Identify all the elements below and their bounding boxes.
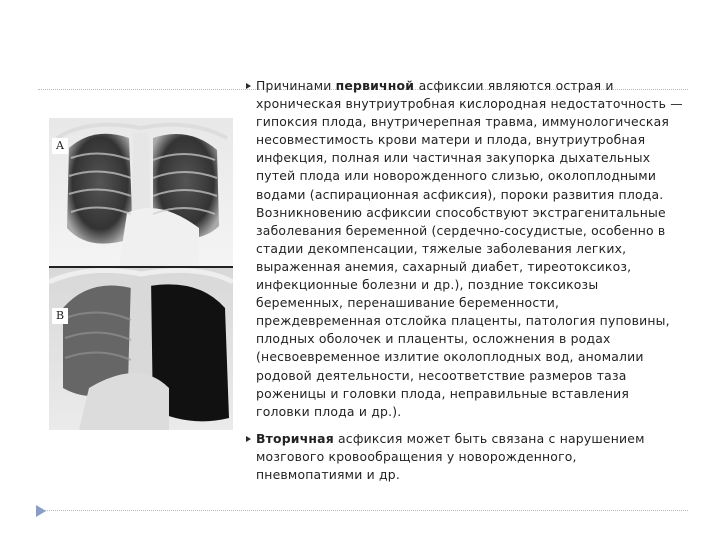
- paragraph-2-bold: Вторичная: [256, 430, 334, 446]
- bullet-icon: [246, 83, 251, 89]
- xray-label-b: B: [52, 308, 68, 324]
- corner-triangle-icon: [36, 505, 46, 517]
- paragraph-2-rest: асфиксия может быть связана с нарушением мозгового кровообращения у новорожденного, пневмопатиями и др.: [256, 430, 645, 482]
- main-text: [246, 77, 686, 484]
- bullet-icon: [246, 436, 251, 442]
- paragraph-1-bold: первичной: [335, 78, 419, 93]
- paragraph-primary-asphyxia: [246, 77, 686, 421]
- paragraph-1-rest: асфиксии являются острая и хроническая внутриутробная кислородная недостаточность — гипоксия плода, внутричерепная травма, иммунологическая несовместимость крови матери и плода, внутриутробная инфекция, полная или частичная закупорка дыхательных путей плода или новорожденного слизью, околоплодными водами (аспирационная асфиксия), пороки развития плода. Возникновению асфиксии способствуют экстрагенитальные заболевания беременной (сердечно-сосудистые, особенно в стадии декомпенсации, тяжелые заболевания легких, выраженная анемия, сахарный диабет, тиреотоксикоз, инфекционные болезни и др.), поздние токсикозы беременных, перенашивание беременности, преждевременная отслойка плаценты, патология пуповины, плодных оболочек и плаценты, осложнения в родах (несвоевременное излитие околоплодных вод, аномалии родовой деятельности, несоответствие размеров таза роженицы и головки плода, неправильные вставления головки плода и др.).: [256, 78, 683, 419]
- xray-label-a: A: [52, 138, 68, 154]
- paragraph-1-lead: Причинами: [256, 78, 336, 93]
- paragraph-secondary-asphyxia: [246, 430, 686, 484]
- bottom-divider: [38, 510, 688, 511]
- xray-image-b: [49, 268, 233, 430]
- xray-images: [49, 118, 233, 430]
- xray-image-a: [49, 118, 233, 266]
